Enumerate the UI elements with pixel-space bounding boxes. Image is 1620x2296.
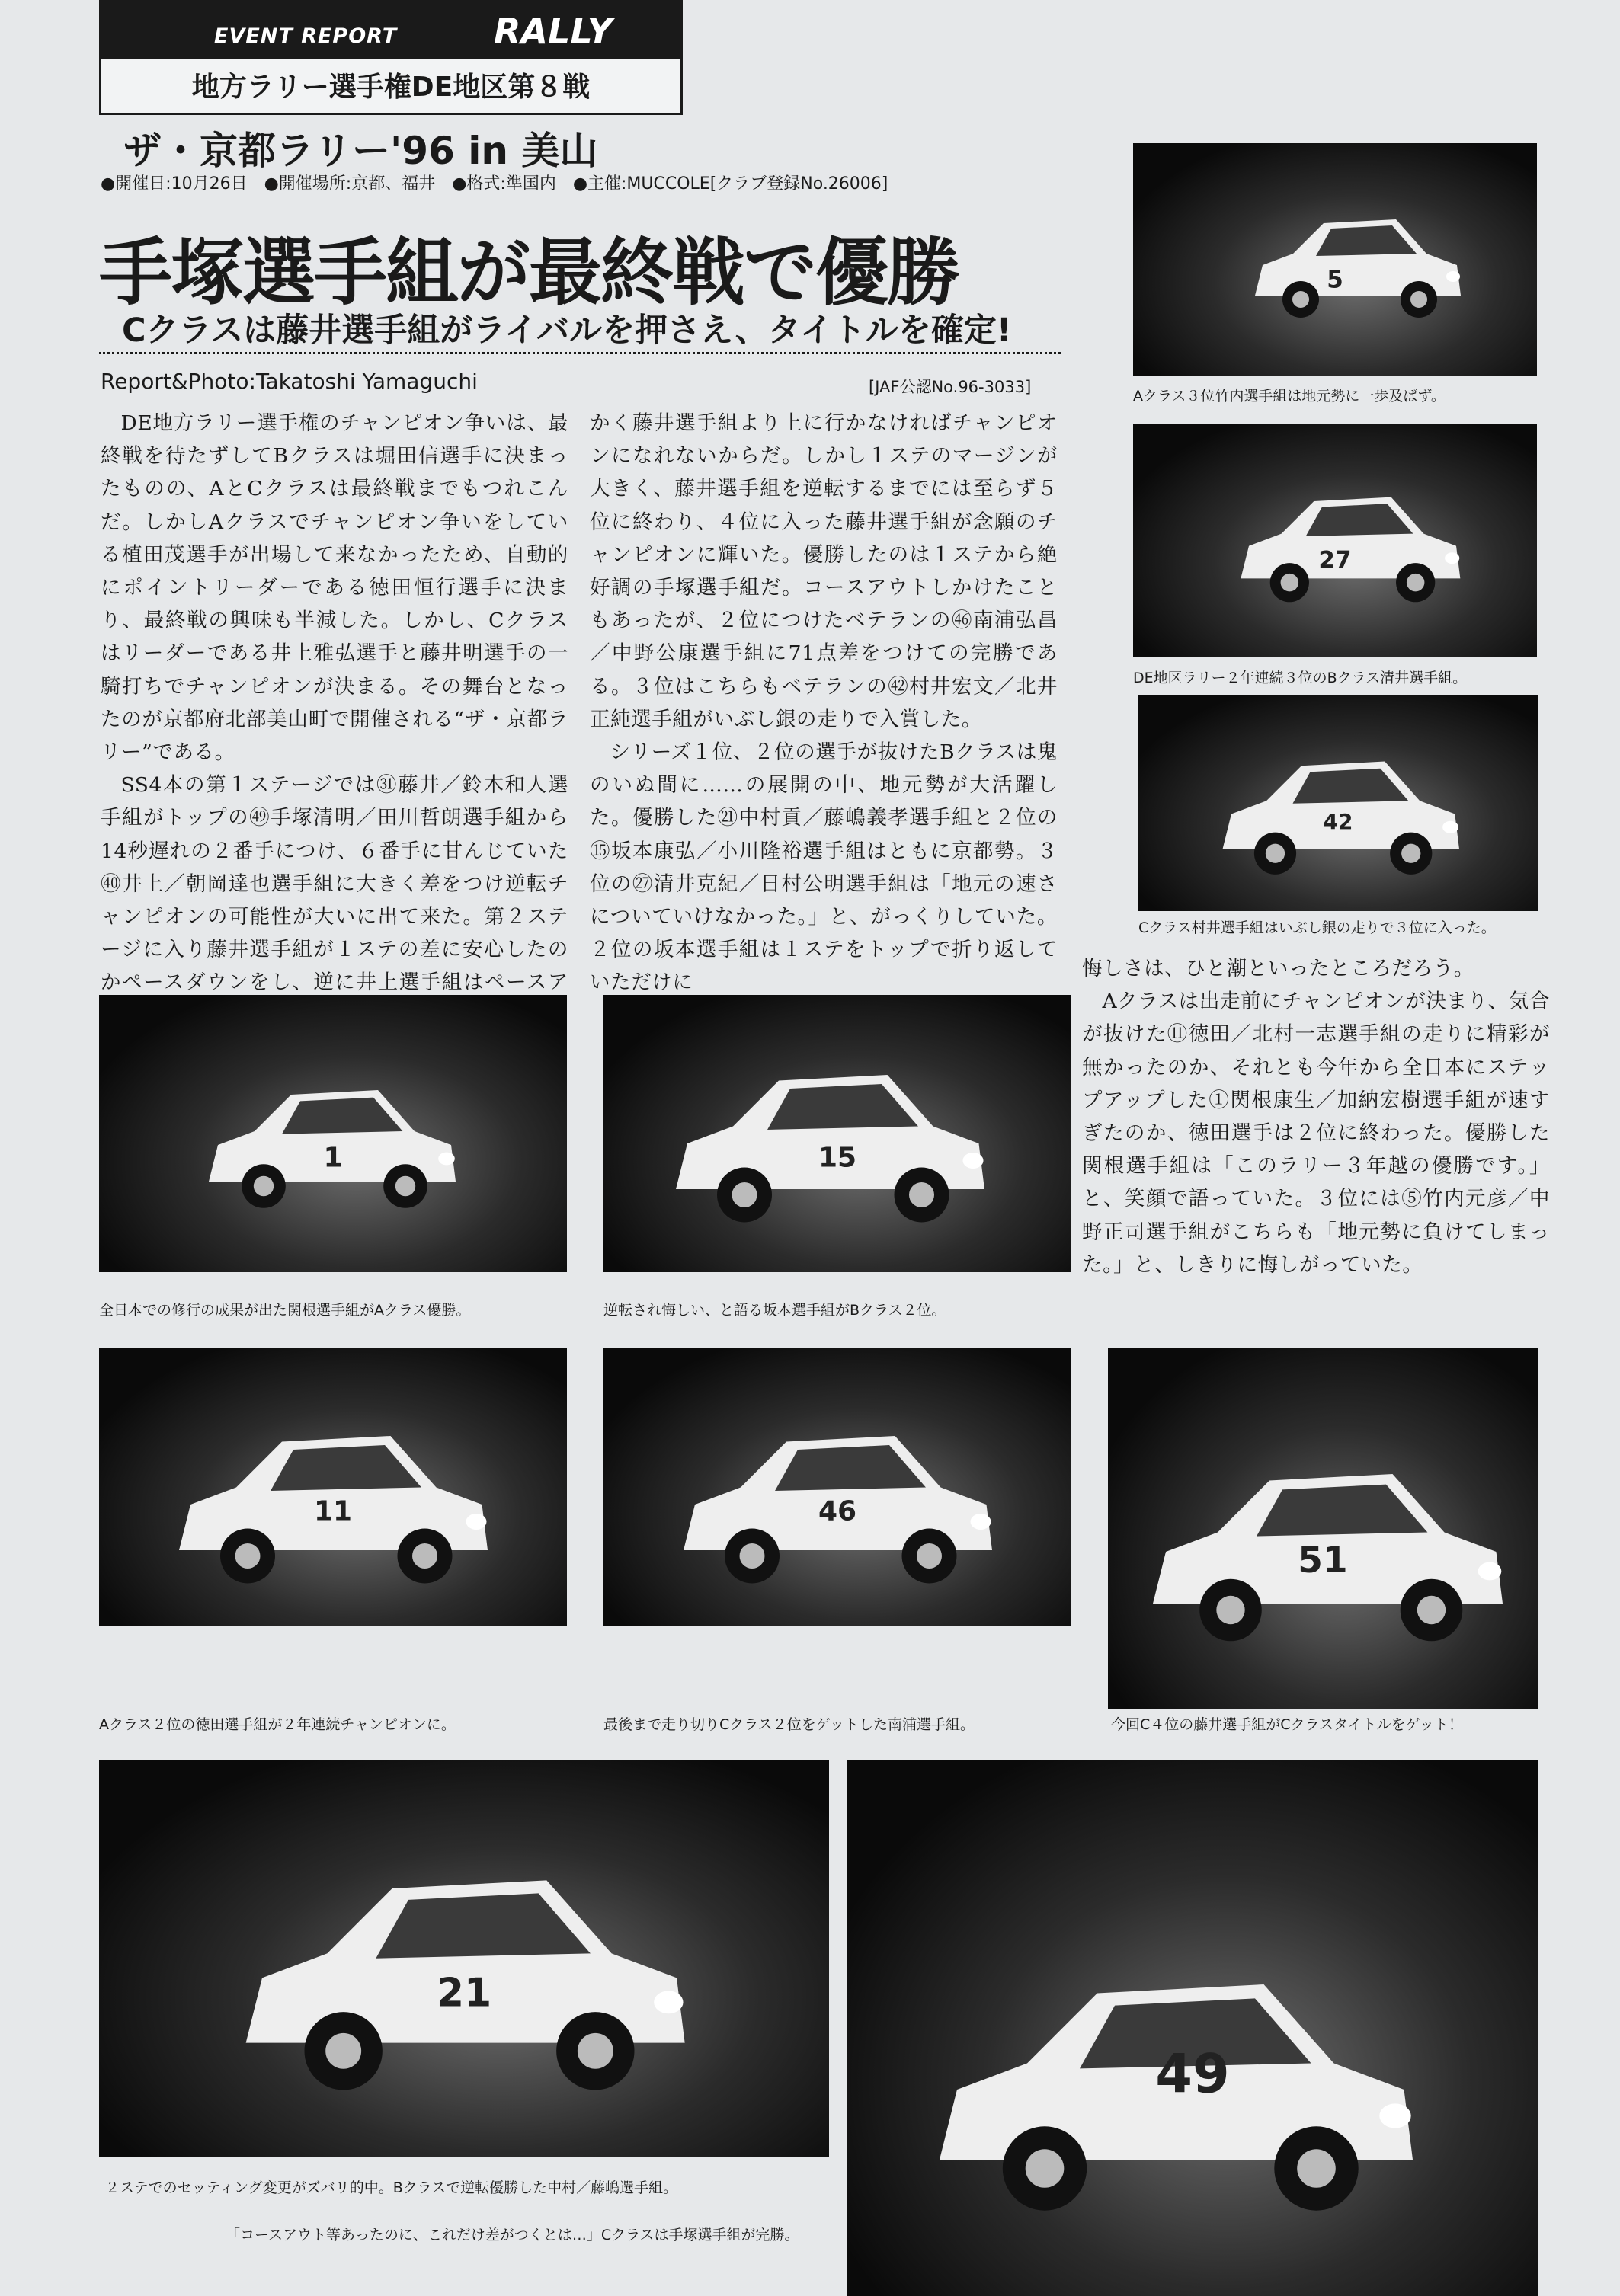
photo-caption: 最後まで走り切りCクラス２位をゲットした南浦選手組。 — [603, 1716, 975, 1733]
photo-caption: ２ステでのセッティング変更がズバリ的中。Bクラスで逆転優勝した中村／藤嶋選手組。 — [105, 2179, 678, 2196]
rally-car-photo — [99, 1760, 829, 2157]
car-illustration — [1138, 695, 1538, 911]
section-label: EVENT REPORT — [214, 24, 398, 48]
car-number: 27 — [1318, 546, 1352, 574]
photo-caption: 今回C４位の藤井選手組がCクラスタイトルをゲット！ — [1111, 1716, 1463, 1733]
rally-car-photo — [603, 995, 1071, 1272]
car-illustration — [99, 1760, 829, 2157]
photo-caption: Aクラス３位竹内選手組は地元勢に一歩及ばず。 — [1133, 388, 1446, 405]
car-number: 21 — [436, 1970, 492, 2016]
event-info: ●開催日:10月26日 ●開催場所:京都、福井 ●格式:準国内 ●主催:MUCCOLE[クラブ登録No.26006] — [101, 174, 888, 193]
paragraph: かく藤井選手組より上に行かなければチャンピオンになれないからだ。しかし１ステのマージンが大きく、藤井選手組を逆転するまでには至らず５位に終わり、４位に入った藤井選手組が念願のチャンピオンに輝いた。優勝したのは１ステから絶好調の手塚選手組だ。コースアウトしかけたこともあったが、２位につけたベテランの㊻南浦弘昌／中野公康選手組に71点差をつけての完勝である。３位はこちらもベテランの㊷村井宏文／北井正純選手組がいぶし銀の走りで入賞した。 — [590, 411, 1058, 731]
rally-car-photo — [1108, 1348, 1538, 1709]
event-title: ザ・京都ラリー'96 in 美山 — [123, 129, 598, 173]
car-number: 1 — [323, 1142, 343, 1174]
rally-car-photo — [99, 995, 567, 1272]
headline: 手塚選手組が最終戦で優勝 — [99, 230, 959, 315]
photo-caption: Aクラス２位の徳田選手組が２年連続チャンピオンに。 — [99, 1716, 456, 1733]
car-illustration — [603, 995, 1071, 1272]
paragraph: 悔しさは、ひと潮といったところだろう。 — [1082, 957, 1474, 980]
series-header — [99, 0, 683, 115]
photo-caption: 全日本での修行の成果が出た関根選手組がAクラス優勝。 — [99, 1302, 471, 1319]
car-number: 5 — [1327, 266, 1343, 294]
divider — [99, 352, 1061, 354]
car-illustration — [603, 1348, 1071, 1626]
car-illustration — [99, 1348, 567, 1626]
article-column-1 — [101, 407, 568, 1032]
paragraph: シリーズ１位、２位の選手が抜けたBクラスは鬼のいぬ間に……の展開の中、地元勢が大活躍した。優勝した㉑中村貢／藤嶋義孝選手組と２位の⑮坂本康弘／小川隆裕選手組はともに京都勢。３位の㉗清井克紀／日村公明選手組は「地元の速さについていけなかった。」と、がっくりしていた。２位の坂本選手組は１ステをトップで折り返していただけに — [590, 740, 1058, 995]
car-number: 51 — [1298, 1539, 1348, 1581]
rally-car-photo — [1133, 143, 1537, 376]
rally-car-photo — [847, 1760, 1538, 2296]
car-number: 46 — [818, 1495, 857, 1527]
rally-car-photo — [1138, 695, 1538, 911]
car-illustration — [1133, 424, 1537, 657]
car-number: 15 — [818, 1142, 857, 1174]
jaf-permit: [JAF公認No.96-3033] — [869, 378, 1032, 396]
car-illustration — [1108, 1348, 1538, 1709]
article-column-2 — [590, 407, 1058, 999]
photo-caption: 逆転され悔しい、と語る坂本選手組がBクラス２位。 — [603, 1302, 946, 1319]
car-illustration — [1133, 143, 1537, 376]
paragraph: Aクラスは出走前にチャンピオンが決まり、気合が抜けた⑪徳田／北村一志選手組の走りに精彩が無かったのか、それとも今年から全日本にステップアップした①関根康生／加納宏樹選手組が速すぎたのか、徳田選手は２位に終わった。優勝した関根選手組は「このラリー３年越の優勝です。」と、笑顔で語っていた。３位には⑤竹内元彦／中野正司選手組がこちらも「地元勢に負けてしまった。」と、しきりに悔しがっていた。 — [1082, 990, 1550, 1277]
car-number: 49 — [1155, 2042, 1230, 2106]
photo-caption: DE地区ラリー２年連続３位のBクラス清井選手組。 — [1133, 670, 1468, 686]
car-number: 11 — [313, 1495, 353, 1527]
photo-caption: Cクラス村井選手組はいぶし銀の走りで３位に入った。 — [1138, 919, 1496, 936]
car-illustration — [847, 1760, 1538, 2296]
car-illustration — [99, 995, 567, 1272]
subheadline: Cクラスは藤井選手組がライバルを押さえ、タイトルを確定! — [122, 312, 1012, 350]
car-number: 42 — [1323, 809, 1353, 835]
header-banner — [101, 0, 680, 59]
series-title: 地方ラリー選手権DE地区第８戦 — [191, 72, 591, 103]
rally-car-photo — [603, 1348, 1071, 1626]
rally-car-photo — [99, 1348, 567, 1626]
photo-caption: 「コースアウト等あったのに、これだけ差がつくとは…」Cクラスは手塚選手組が完勝。 — [226, 2227, 799, 2243]
rally-car-photo — [1133, 424, 1537, 657]
byline: Report&Photo:Takatoshi Yamaguchi — [101, 369, 478, 394]
paragraph: DE地方ラリー選手権のチャンピオン争いは、最終戦を待たずしてBクラスは堀田信選手に決まったものの、AとCクラスは最終戦までもつれこんだ。しかしAクラスでチャンピオン争いをしている植田茂選手が出場して来なかったため、自動的にポイントリーダーである徳田恒行選手に決まり、最終戦の興味も半減した。しかし、Cクラスはリーダーである井上雅弘選手と藤井明選手の一騎打ちでチャンピオンが決まる。その舞台となったのが京都府北部美山町で開催される“ザ・京都ラリー”である。 — [101, 411, 568, 765]
article-column-3 — [1082, 952, 1550, 1281]
category-label: RALLY — [494, 11, 613, 52]
paragraph: SS4本の第１ステージでは㉛藤井／鈴木和人選手組がトップの㊾手塚清明／田川哲朗選手組から14秒遅れの２番手につけ、６番手に甘んじていた㊵井上／朝岡達也選手組に大きく差をつけ逆転チャンピオンの可能性が大いに出て来た。第２ステージに入り藤井選手組が１ステの差に安心したのかペースダウンをし、逆に井上選手組はペースア — [101, 773, 568, 995]
